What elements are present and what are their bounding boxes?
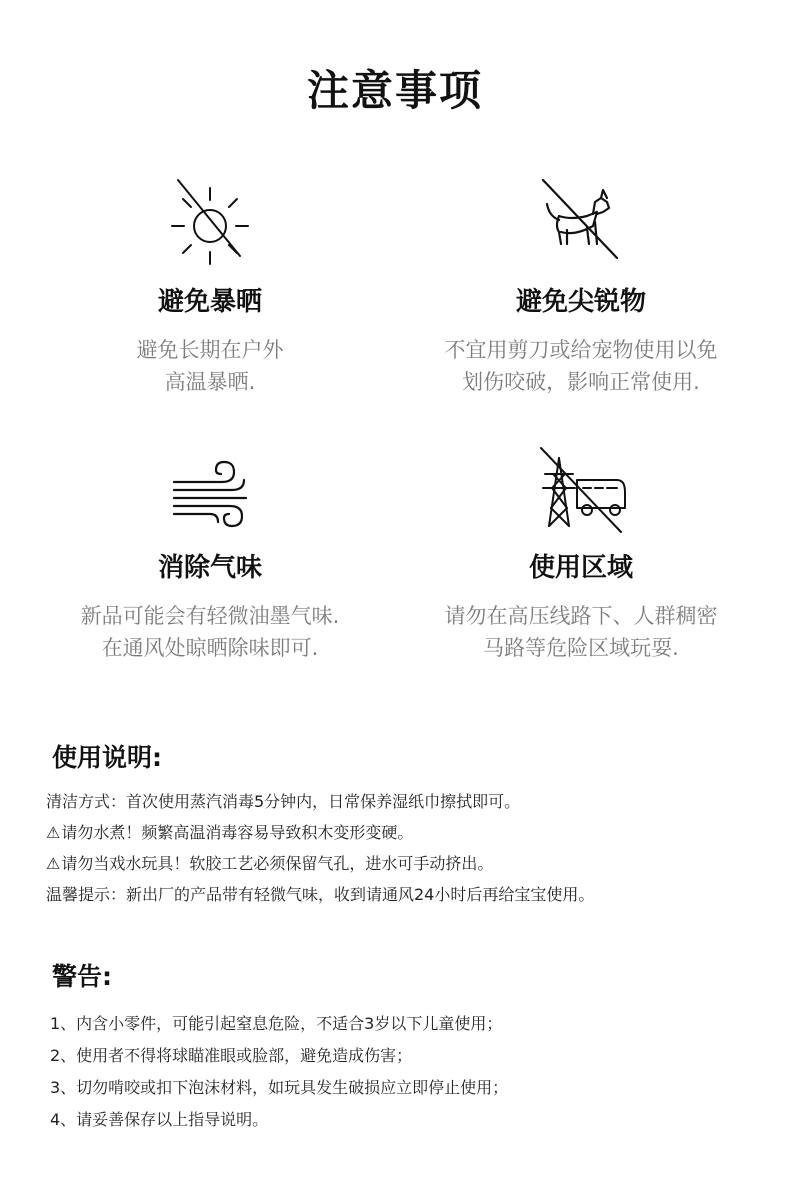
- card-desc-line: 请勿在高压线路下、人群稠密: [444, 604, 718, 628]
- warning-heading: 警告:: [52, 962, 112, 991]
- list-item: 2、使用者不得将球瞄准眼或脸部，避免造成伤害；: [50, 1046, 413, 1065]
- card-desc-line: 马路等危险区域玩耍.: [483, 636, 679, 660]
- warning-icon: ⚠: [46, 854, 61, 873]
- list-item: [46, 786, 594, 817]
- warning-icon: ⚠: [46, 823, 61, 842]
- card-title: 消除气味: [157, 553, 262, 583]
- list-item: [46, 879, 594, 910]
- card-title: 避免暴晒: [157, 287, 262, 317]
- card-avoid-sun: [30, 176, 390, 398]
- usage-heading: 使用说明:: [52, 743, 162, 772]
- list-item-text: 请勿水煮！频繁高温消毒容易导致积木变形变硬。: [61, 823, 414, 842]
- card-description: [30, 600, 390, 664]
- card-title: 避免尖锐物: [515, 287, 646, 317]
- card-remove-odor: [30, 442, 390, 664]
- card-description: [30, 334, 390, 398]
- card-desc-line: 避免长期在户外: [136, 338, 284, 362]
- list-item: [46, 817, 594, 848]
- list-item-text: 请勿当戏水玩具！软胶工艺必须保留气孔，进水可手动挤出。: [61, 854, 494, 873]
- card-description: [401, 334, 761, 398]
- card-desc-line: 新品可能会有轻微油墨气味.: [80, 604, 340, 628]
- list-item: 4、请妥善保存以上指导说明。: [50, 1110, 269, 1129]
- card-desc-line: 高温暴晒.: [164, 370, 256, 394]
- no-pet-icon: [531, 176, 631, 276]
- card-usage-area: [401, 442, 761, 664]
- card-avoid-sharp: [401, 176, 761, 398]
- card-desc-line: 不宜用剪刀或给宠物使用以免: [444, 338, 718, 362]
- list-item: [46, 848, 594, 879]
- list-item-text: 温馨提示：新出厂的产品带有轻微气味，收到请通风24小时后再给宝宝使用。: [46, 885, 595, 904]
- card-desc-line: 在通风处晾晒除味即可.: [101, 636, 319, 660]
- card-title: 使用区域: [528, 553, 633, 583]
- warning-list: [50, 1008, 508, 1136]
- list-item-text: 清洁方式：首次使用蒸汽消毒5分钟内，日常保养湿纸巾擦拭即可。: [46, 792, 521, 811]
- page-title: 注意事项: [306, 66, 483, 115]
- usage-list: [46, 786, 594, 910]
- no-power-tower-bus-icon: [531, 442, 631, 542]
- card-description: [401, 600, 761, 664]
- card-desc-line: 划伤咬破，影响正常使用.: [462, 370, 700, 394]
- list-item: 3、切勿啃咬或扣下泡沫材料，如玩具发生破损应立即停止使用；: [50, 1078, 509, 1097]
- list-item: 1、内含小零件，可能引起窒息危险，不适合3岁以下儿童使用；: [50, 1014, 503, 1033]
- wind-icon: [160, 442, 260, 542]
- no-sun-icon: [160, 176, 260, 276]
